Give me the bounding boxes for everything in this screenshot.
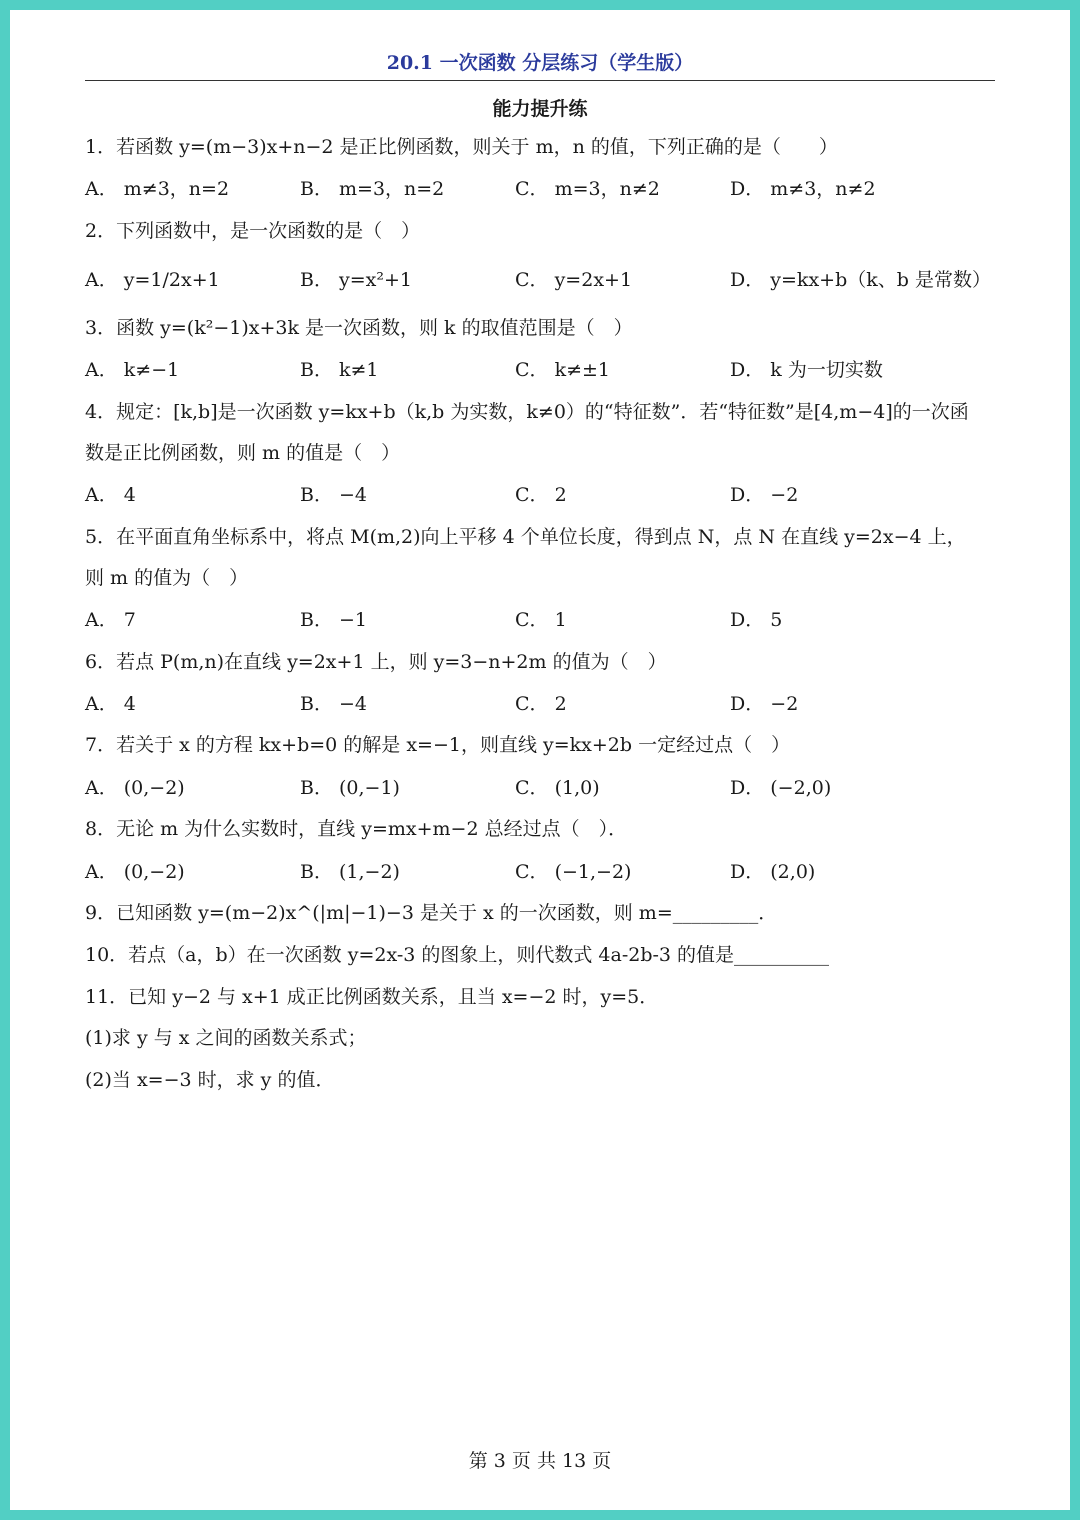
- q6-option-d: D． −2: [730, 693, 799, 715]
- q1-option-c: C． m=3，n≠2: [515, 178, 660, 200]
- q1-option-a: A． m≠3，n=2: [85, 178, 230, 200]
- q2-option-d: D． y=kx+b（k、b 是常数）: [730, 269, 991, 291]
- question-6-stem: 6．若点 P(m,n)在直线 y=2x+1 上，则 y=3−n+2m 的值为（ ）: [85, 651, 667, 673]
- question-11-part-2: (2)当 x=−3 时，求 y 的值．: [85, 1069, 335, 1091]
- q8-option-b: B． (1,−2): [300, 861, 400, 883]
- q5-option-b: B． −1: [300, 609, 368, 631]
- question-4-stem: 4．规定：[k,b]是一次函数 y=kx+b（k,b 为实数，k≠0）的“特征数”．若“特征数”是[4,m−4]的一次函: [85, 401, 969, 423]
- q3-option-c: C． k≠±1: [515, 359, 611, 381]
- q1-option-b: B． m=3，n=2: [300, 178, 445, 200]
- question-8-stem: 8．无论 m 为什么实数时，直线 y=mx+m−2 总经过点（ ）．: [85, 818, 628, 840]
- q4-option-d: D． −2: [730, 484, 799, 506]
- q8-option-a: A． (0,−2): [85, 861, 185, 883]
- q2-option-c: C． y=2x+1: [515, 269, 633, 291]
- q8-option-d: D． (2,0): [730, 861, 816, 883]
- section-title: 能力提升练: [492, 98, 588, 120]
- q5-option-c: C． 1: [515, 609, 567, 631]
- q3-option-d: D． k 为一切实数: [730, 359, 883, 381]
- q3-option-b: B． k≠1: [300, 359, 379, 381]
- q7-option-c: C． (1,0): [515, 777, 600, 799]
- q4-option-a: A． 4: [85, 484, 136, 506]
- q8-option-c: C． (−1,−2): [515, 861, 632, 883]
- q1-option-d: D． m≠3，n≠2: [730, 178, 876, 200]
- q7-option-d: D． (−2,0): [730, 777, 832, 799]
- question-5-stem: 5．在平面直角坐标系中，将点 M(m,2)向上平移 4 个单位长度，得到点 N，点 N 在直线 y=2x−4 上，: [85, 526, 966, 548]
- q5-option-a: A． 7: [85, 609, 136, 631]
- question-1-stem: 1．若函数 y=(m−3)x+n−2 是正比例函数，则关于 m，n 的值，下列正确的是（ ）: [85, 136, 838, 158]
- q7-option-b: B． (0,−1): [300, 777, 400, 799]
- question-4-stem-cont: 数是正比例函数，则 m 的值是（ ）: [85, 442, 401, 464]
- header-title: 20.1 一次函数 分层练习（学生版）: [386, 52, 694, 74]
- q6-option-b: B． −4: [300, 693, 368, 715]
- question-9-stem: 9．已知函数 y=(m−2)x^(|m|−1)−3 是关于 x 的一次函数，则 m=_________．: [85, 902, 778, 924]
- question-10-stem: 10．若点（a，b）在一次函数 y=2x-3 的图象上，则代数式 4a-2b-3 的值是__________: [85, 944, 830, 966]
- question-11-stem: 11．已知 y−2 与 x+1 成正比例函数关系，且当 x=−2 时，y=5．: [85, 986, 659, 1008]
- q3-option-a: A． k≠−1: [85, 359, 180, 381]
- header-divider: [85, 80, 995, 81]
- question-11-part-1: (1)求 y 与 x 之间的函数关系式；: [85, 1027, 367, 1049]
- question-3-stem: 3．函数 y=(k²−1)x+3k 是一次函数，则 k 的取值范围是（ ）: [85, 317, 633, 339]
- q4-option-c: C． 2: [515, 484, 567, 506]
- q6-option-c: C． 2: [515, 693, 567, 715]
- question-2-stem: 2．下列函数中，是一次函数的是（ ）: [85, 220, 421, 242]
- document-page: [10, 10, 1070, 1510]
- q2-option-b: B． y=x²+1: [300, 269, 412, 291]
- q4-option-b: B． −4: [300, 484, 368, 506]
- q5-option-d: D． 5: [730, 609, 783, 631]
- page-number-footer: 第 3 页 共 13 页: [468, 1450, 612, 1472]
- q2-option-a: A． y=1/2x+1: [85, 269, 220, 291]
- question-7-stem: 7．若关于 x 的方程 kx+b=0 的解是 x=−1，则直线 y=kx+2b 一定经过点（ ）: [85, 734, 791, 756]
- q6-option-a: A． 4: [85, 693, 136, 715]
- question-5-stem-cont: 则 m 的值为（ ）: [85, 567, 249, 589]
- q7-option-a: A． (0,−2): [85, 777, 185, 799]
